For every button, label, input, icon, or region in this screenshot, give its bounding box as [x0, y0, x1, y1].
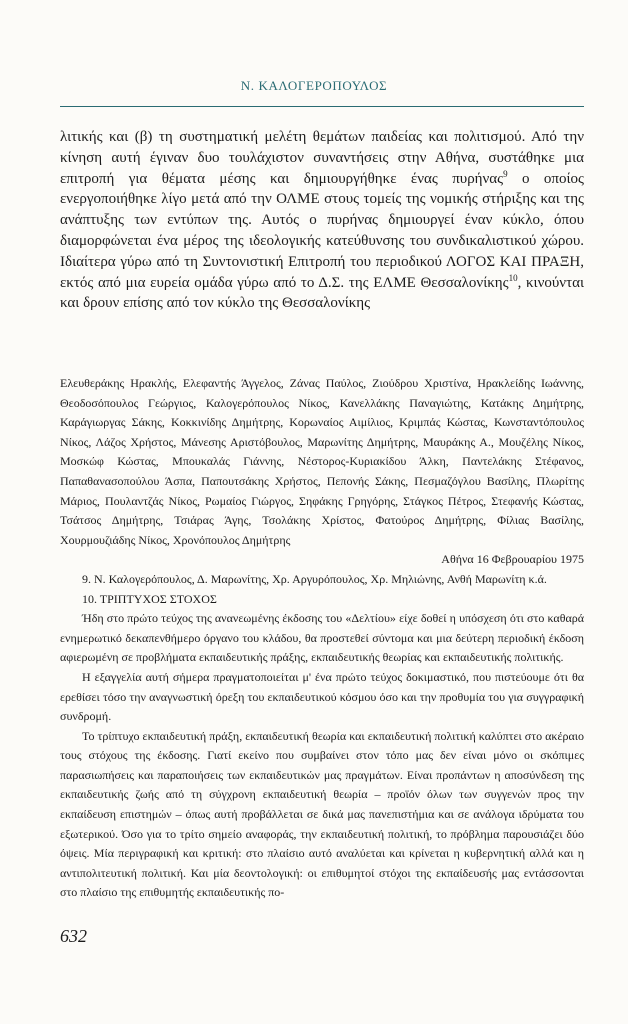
- footnote-ref-10: 10: [508, 272, 518, 283]
- date-line: Αθήνα 16 Φεβρουαρίου 1975: [441, 552, 584, 567]
- header-rule: [60, 106, 584, 107]
- footnote-10-title: 10. ΤΡΙΠΤΥΧΟΣ ΣΤΟΧΟΣ: [82, 591, 217, 606]
- signatories-list: Ελευθεράκης Ηρακλής, Ελεφαντής Άγγελος, Ζάνας Παύλος, Ζιούδρου Χριστίνα, Ηρακλείδης Ιωάννης, Θεοδοσόπουλος Γεώργιος, Καλογερόπουλος Νίκος, Κανελλάκης Παναγιώτης, Κατάκης Δημήτρης, Καράγιωργας Σάκης, Κοκκινίδης Δημήτρης, Κορωναίος Αιμίλιος, Κριμπάς Κώστας, Κωνσταντόπουλος Νίκος, Λάζος Χρήστος, Μάνεσης Αριστόβουλος, Μαρωνίτης Δημήτρης, Μαυράκης Α., Μουζέλης Νίκος, Μοσκώφ Κώστας, Μπουκαλάς Γιάννης, Νέστορος-Κυριακίδου Άλκη, Παντελάκης Στέφανος, Παπαθανασοπούλου Άσπα, Παπουτσάκης Χρήστος, Πεπονής Σάκης, Πεσμαζόγλου Βασίλης, Πλωρίτης Μάριος, Πουλαντζάς Νίκος, Ρωμαίος Γιώργος, Σηφάκης Γρηγόρης, Στάγκος Πέτρος, Στεφανής Κώστας, Τσάτσος Δημήτρης, Τσιάρας Άγης, Τσολάκης Χρίστος, Φατούρος Δημήτρης, Φίλιας Βασίλης, Χουρμουζιάδης Νίκος, Χρονόπουλος Δημήτρης: [60, 376, 584, 547]
- body-text-part-2: ο οποίος ενεργοποιήθηκε λίγο μετά από την ΟΛΜΕ στους τομείς της νομικής στήριξης και της ανάπτυξης των εντύπων της. Αυτός ο πυρήνας δημιουργεί έναν κύκλο, όπου διαμορφώνεται ένα μέρος της ιδεολογικής κατεύθυνσης του συνδικαλιστικού χώρου. Ιδιαίτερα γύρω από τη Συντονιστική Επιτροπή του περιοδικού ΛΟΓΟΣ ΚΑΙ ΠΡΑΞΗ, εκτός από μια ευρεία ομάδα γύρω από το Δ.Σ. της ΕΛΜΕ Θεσσαλονίκης: [60, 170, 584, 291]
- footnote-ref-9: 9: [503, 168, 508, 179]
- footnote-10-paragraph-3: Το τρίπτυχο εκπαιδευτική πράξη, εκπαιδευτική θεωρία και εκπαιδευτική πολιτική καλύπτει στο ακέραιο τους στόχους της έκδοσης. Γιατί εκείνο που συμβαίνει στον τόπο μας δεν είναι μόνο οι σκόπιμες παρασιωπήσεις και παραποιήσεις των εκπαιδευτικών μας πραγμάτων. Είναι προπάντων η αποσύνδεση της εκπαιδευτικής ζωής από τη σύγχρονη εκπαιδευτική θεωρία – προϊόν όλων των συγγενών προς την εκπαίδευση επιστημών – όπως αυτή προβάλλεται σε δικά μας πανεπιστήμια και σε ανάλογα ιδρύματα του εξωτερικού. Όσο για το τρίτο σημείο αναφοράς, την εκπαιδευτική πολιτική, το πρόβλημα παρουσιάζει δύο όψεις. Μία περιγραφική και κριτική: στο πλαίσιο αυτό αναλύεται και κρίνεται η κυβερνητική αλλά και η αντιπολιτευτική πολιτική. Και μία δεοντολογική: οι επιθυμητοί στόχοι της εκπαίδευσής μας εντάσσονται στο πλαίσιο της επιθυμητής εκπαιδευτικής πο-: [60, 728, 584, 900]
- main-body-text: [60, 127, 584, 314]
- body-text-part-3: , κινούνται και δρουν επίσης από τον κύκλο της Θεσσαλονίκης: [60, 274, 584, 312]
- body-text-part-1: λιτικής και (β) τη συστηματική μελέτη θεμάτων παιδείας και πολιτισμού. Από την κίνηση αυτή έγιναν δυο τουλάχιστον συναντήσεις στην Αθήνα, συστάθηκε μια επιτροπή για θέματα μέσης και δημιουργήθηκε ένας πυρήνας: [60, 129, 584, 187]
- body-paragraph: [60, 127, 584, 314]
- footnote-9: 9. Ν. Καλογερόπουλος, Δ. Μαρωνίτης, Χρ. Αργυρόπουλος, Χρ. Μηλιώνης, Ανθή Μαρωνίτη κ.ά.: [82, 571, 547, 586]
- running-head: Ν. ΚΑΛΟΓΕΡΟΠΟΥΛΟΣ: [240, 78, 388, 93]
- page-number: 632: [60, 926, 87, 946]
- footnote-10-paragraph-2: Η εξαγγελία αυτή σήμερα πραγματοποιείται μ' ένα πρώτο τεύχος δοκιμαστικό, που πιστεύουμε ότι θα ερεθίσει τόσο την αναγνωστική όρεξη του εκπαιδευτικού κόσμου όσο και την προθυμία του για συγγραφική συνδρομή.: [60, 669, 584, 724]
- footnotes: [60, 374, 584, 903]
- footnote-10-paragraph-1: Ήδη στο πρώτο τεύχος της ανανεωμένης έκδοσης του «Δελτίου» είχε δοθεί η υπόσχεση ότι στο καθαρά ενημερωτικό δεκαπενθήμερο όργανο του κλάδου, θα προστεθεί σύντομα και μια δεύτερη περιοδική έκδοση αφιερωμένη σε προβλήματα εκπαιδευτικής πράξης, εκπαιδευτικής θεωρίας και εκπαιδευτικής πολιτικής.: [60, 611, 584, 665]
